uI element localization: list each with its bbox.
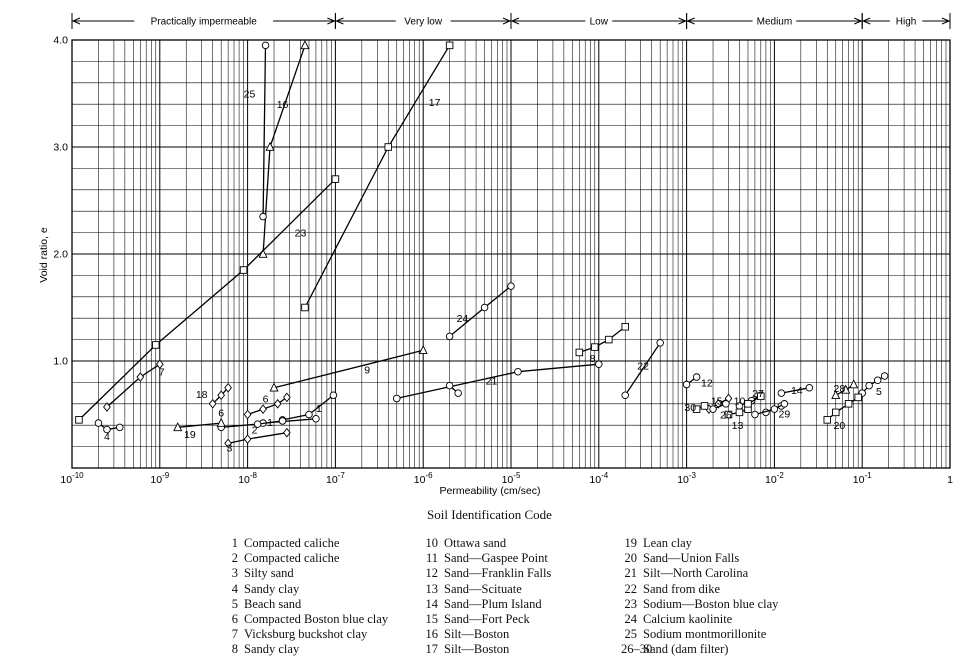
data-point-circle: [781, 401, 788, 408]
y-tick-label: 1.0: [53, 355, 68, 368]
legend-entry-number: 16: [425, 627, 438, 642]
legend-entry-label: Ottawa sand: [444, 536, 507, 550]
legend-entry-number: 21: [624, 566, 637, 581]
legend-entry-label: Silt—North Carolina: [643, 566, 749, 581]
legend-entry-label: Silt—Boston: [444, 627, 510, 642]
x-tick-label: $10^{-7}$: [325, 471, 345, 486]
data-point-square: [736, 409, 743, 416]
data-point-circle: [622, 392, 629, 399]
data-point-circle: [881, 373, 888, 380]
data-point-square: [855, 394, 862, 401]
legend-entry-number: 1: [231, 536, 238, 550]
legend-entry: [222, 642, 388, 657]
zone-label: Medium: [756, 16, 793, 28]
legend-entry: [222, 566, 388, 581]
x-tick-label: $10^{-2}$: [764, 471, 784, 486]
y-tick-label: 3.0: [53, 141, 68, 154]
data-point-square: [622, 323, 629, 330]
legend-entry-label: Sand—Plum Island: [444, 596, 542, 611]
curve-label: 29: [778, 408, 791, 421]
x-axis-label: Permeability (cm/sec): [439, 485, 541, 497]
legend-entry: [621, 627, 778, 642]
curve-label: 8: [589, 352, 596, 365]
legend-entry: [422, 551, 551, 566]
data-point-square: [576, 349, 583, 356]
legend-entry-label: Compacted caliche: [244, 551, 340, 566]
data-point-circle: [657, 340, 664, 347]
data-point-square: [832, 409, 839, 416]
curve-label: 17: [428, 97, 441, 110]
curve-label: 14: [790, 384, 803, 397]
legend-entry-number: 7: [231, 627, 238, 642]
legend-entry-number: 4: [231, 581, 238, 596]
data-point-square: [152, 342, 159, 349]
curve-label: 1: [267, 416, 273, 429]
data-point-circle: [693, 374, 700, 381]
data-point-square: [332, 176, 339, 183]
curve-label: 27: [752, 388, 764, 401]
x-tick-label: $10^{-1}$: [852, 471, 872, 486]
legend-entry-number: 15: [425, 611, 438, 626]
data-point-square: [240, 267, 247, 274]
legend-entry-label: Sodium montmorillonite: [643, 627, 767, 642]
data-point-circle: [806, 384, 813, 391]
curve-label: 3: [226, 442, 233, 455]
legend-entry: [222, 536, 388, 551]
legend-entry: [621, 551, 778, 566]
x-tick-label: $10^{-6}$: [413, 471, 433, 486]
legend-entry-number: 24: [624, 611, 637, 626]
legend-entry-number: 22: [624, 581, 637, 596]
legend-entry-number: 13: [425, 581, 438, 596]
data-point-circle: [95, 420, 102, 427]
legend-entry: [422, 597, 551, 612]
legend-entry-label: Sandy clay: [244, 642, 300, 657]
curve-label: 15: [710, 395, 723, 408]
legend-entry-label: Sand from dike: [643, 581, 721, 596]
data-point-square: [591, 344, 598, 351]
data-point-circle: [262, 42, 269, 49]
legend-title: Soil Identification Code: [427, 507, 552, 522]
grid: [72, 40, 950, 468]
legend-entry: [222, 627, 388, 642]
curve-label: 22: [637, 360, 649, 373]
legend-entry-label: Silty sand: [244, 566, 294, 581]
y-axis-label: Void ratio, e: [38, 227, 50, 283]
legend-entry-number: 23: [624, 596, 637, 611]
curve-label: 30: [684, 402, 697, 415]
curve-label: 6: [218, 407, 225, 420]
data-point-circle: [874, 377, 881, 384]
curve-label: 24: [456, 313, 469, 326]
legend-entry-label: Sand—Gaspee Point: [444, 551, 548, 566]
zone-label: High: [895, 16, 917, 28]
legend-entry-label: Lean clay: [643, 536, 692, 550]
x-tick-label: $10^{-5}$: [501, 471, 521, 486]
curve-label: 26: [720, 409, 732, 422]
curve-label: 20: [833, 420, 846, 433]
curve-label: 19: [184, 428, 196, 441]
legend-entry-label: Compacted Boston blue clay: [244, 611, 389, 626]
curve-label: 21: [485, 375, 498, 388]
legend-entry-label: Sand (dam filter): [643, 642, 729, 657]
data-point-circle: [279, 418, 286, 425]
legend-entry-number: 20: [624, 551, 637, 566]
data-point-circle: [752, 411, 759, 418]
legend-column: [222, 536, 388, 658]
legend-column: [422, 536, 551, 658]
x-tick-label: $10^{-4}$: [589, 471, 609, 486]
curve-label: 23: [294, 227, 307, 240]
curve-label: 12: [700, 377, 713, 390]
legend-entry-number: 26–30: [621, 642, 653, 657]
legend-entry-label: Sand—Union Falls: [643, 551, 740, 566]
legend-entry-number: 17: [425, 642, 438, 657]
y-tick-label: 4.0: [53, 34, 68, 47]
legend-entry-label: Vicksburg buckshot clay: [244, 627, 368, 642]
legend-entry: [422, 582, 551, 597]
legend-entry-label: Sand—Fort Peck: [444, 611, 530, 626]
legend-entry-number: 5: [231, 596, 238, 611]
data-point-circle: [313, 415, 320, 422]
legend-entry-number: 11: [425, 551, 438, 566]
legend-entry-number: 19: [624, 536, 637, 550]
curve-label: 16: [276, 99, 289, 112]
curve-label: 7: [158, 366, 165, 379]
data-point-square: [446, 42, 453, 49]
data-point-square: [385, 144, 392, 151]
legend-entry-number: 2: [231, 551, 238, 566]
curve-label: 9: [364, 364, 371, 377]
legend-entry: [621, 597, 778, 612]
permeability-zone-bar: [72, 13, 950, 29]
legend-entry: [422, 566, 551, 581]
x-tick-label: $10^{-10}$: [60, 471, 84, 486]
data-point-circle: [771, 406, 778, 413]
legend-entry-label: Sodium—Boston blue clay: [643, 596, 779, 611]
legend-entry: [222, 612, 388, 627]
legend-entry-label: Beach sand: [244, 596, 302, 611]
x-tick-label: $10^{-9}$: [150, 471, 170, 486]
data-point-square: [701, 403, 708, 410]
curve-label: 25: [243, 88, 256, 101]
legend-entry-label: Sand—Scituate: [444, 581, 522, 596]
legend-column: [621, 536, 778, 658]
data-point-square: [76, 417, 83, 424]
y-tick-label: 2.0: [53, 248, 68, 261]
data-point-square: [845, 401, 852, 408]
legend-entry-number: 25: [624, 627, 637, 642]
curve-label: 13: [731, 420, 744, 433]
legend-entry: [222, 582, 388, 597]
data-point-square: [824, 417, 831, 424]
legend-entry: [422, 612, 551, 627]
data-point-square: [606, 336, 613, 343]
data-point-circle: [446, 333, 453, 340]
legend-entry: [222, 597, 388, 612]
legend-entry: [222, 551, 388, 566]
data-point-circle: [116, 424, 123, 431]
data-point-circle: [455, 390, 462, 397]
x-tick-label: $10^{-3}$: [677, 471, 697, 486]
legend-entry-label: Calcium kaolinite: [643, 611, 733, 626]
data-point-square: [745, 401, 752, 408]
zone-label: Low: [589, 16, 608, 28]
data-point-circle: [306, 411, 313, 418]
legend-entry-number: 3: [231, 566, 238, 581]
legend-entry-number: 8: [231, 642, 238, 657]
data-point-circle: [778, 390, 785, 397]
data-point-circle: [446, 382, 453, 389]
curve-label: 10: [733, 395, 746, 408]
legend-entry: [621, 612, 778, 627]
data-point-circle: [393, 395, 400, 402]
curve-label: 28: [833, 382, 846, 395]
x-tick-label: 1: [947, 474, 953, 486]
data-point-square: [302, 304, 309, 311]
curve-label: 1: [316, 403, 322, 416]
data-point-circle: [596, 361, 603, 368]
data-point-circle: [508, 283, 515, 290]
legend-entry-label: Sand—Franklin Falls: [444, 566, 552, 581]
curve-label: 2: [251, 424, 258, 437]
data-point-circle: [683, 381, 690, 388]
legend-entry: [621, 536, 778, 551]
legend-entry: [422, 627, 551, 642]
legend-entry: [621, 642, 778, 657]
data-point-circle: [723, 401, 730, 408]
curve-label: 6: [262, 393, 269, 406]
x-tick-label: $10^{-8}$: [238, 471, 258, 486]
zone-label: Very low: [404, 16, 443, 28]
legend-entry: [422, 642, 551, 657]
curve-label: 5: [875, 385, 882, 398]
legend-entry: [621, 566, 778, 581]
zone-label: Practically impermeable: [150, 16, 257, 28]
legend-entry-number: 6: [231, 611, 238, 626]
legend-entry-number: 14: [425, 596, 438, 611]
legend-entry-number: 10: [425, 536, 438, 550]
curve-label: 4: [104, 430, 110, 443]
legend-entry-label: Sandy clay: [244, 581, 300, 596]
data-point-circle: [260, 213, 267, 220]
legend-entry-label: Silt—Boston: [444, 642, 510, 657]
legend-entry: [422, 536, 551, 551]
data-point-circle: [481, 304, 488, 311]
legend-entry-number: 12: [425, 566, 438, 581]
data-point-circle: [330, 392, 337, 399]
data-point-circle: [866, 382, 873, 389]
legend-entry-label: Compacted caliche: [244, 536, 340, 550]
curve-label: 18: [195, 389, 208, 402]
legend-entry: [621, 582, 778, 597]
data-point-circle: [515, 368, 522, 375]
